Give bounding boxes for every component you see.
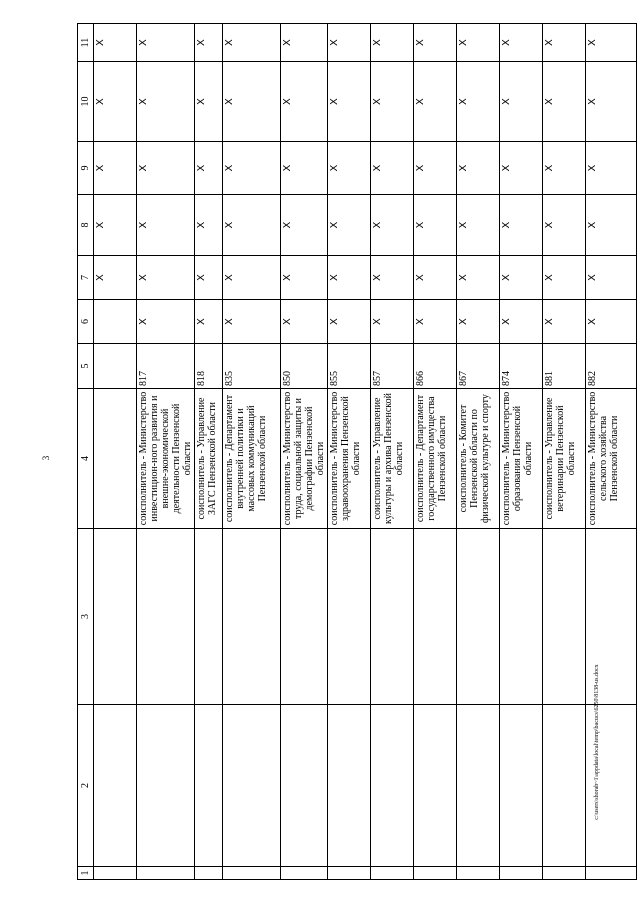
table-cell (94, 705, 137, 867)
column-header-6: 6 (78, 300, 94, 344)
table-cell: X (137, 300, 195, 344)
table-cell (371, 529, 414, 705)
table-cell: X (543, 195, 586, 256)
table-cell: X (137, 256, 195, 300)
column-header-1: 1 (78, 867, 94, 880)
table-cell: 818 (195, 344, 223, 389)
table-cell: X (457, 300, 500, 344)
budget-table (77, 23, 637, 880)
table-cell: X (414, 24, 457, 62)
table-cell: X (586, 195, 637, 256)
column-header-10: 10 (78, 62, 94, 142)
table-cell: X (281, 24, 328, 62)
table-cell: X (586, 142, 637, 195)
table-row (414, 24, 457, 880)
table-cell: X (500, 24, 543, 62)
table-cell (328, 529, 371, 705)
column-header-7: 7 (78, 256, 94, 300)
table-cell: X (328, 300, 371, 344)
table-cell (195, 867, 223, 880)
table-row (328, 24, 371, 880)
table-cell: X (223, 300, 281, 344)
column-header-8: 8 (78, 195, 94, 256)
table-cell: X (543, 256, 586, 300)
table-cell (500, 867, 543, 880)
table-cell: X (195, 62, 223, 142)
table-cell (223, 529, 281, 705)
table-cell (94, 529, 137, 705)
page-number: 3 (41, 455, 51, 461)
table-cell (137, 705, 195, 867)
table-cell: X (195, 300, 223, 344)
table-cell (195, 529, 223, 705)
table-cell (457, 867, 500, 880)
table-cell: X (500, 195, 543, 256)
table-cell: 874 (500, 344, 543, 389)
table-cell: X (137, 24, 195, 62)
table-cell: X (137, 195, 195, 256)
table-row (543, 24, 586, 880)
table-cell: X (223, 62, 281, 142)
table-cell: X (414, 195, 457, 256)
table-cell: X (543, 24, 586, 62)
table-cell: 882 (586, 344, 637, 389)
table-cell: X (94, 24, 137, 62)
table-row (371, 24, 414, 880)
table-cell (137, 529, 195, 705)
table-row (281, 24, 328, 880)
table-cell: X (414, 142, 457, 195)
table-cell: X (371, 24, 414, 62)
table-cell (414, 529, 457, 705)
table-cell: X (328, 142, 371, 195)
table-cell: соисполнитель - Департамент государственного имущества Пензенской области (414, 389, 457, 529)
table-cell: X (195, 195, 223, 256)
table-cell (94, 300, 137, 344)
table-cell: X (414, 62, 457, 142)
table-cell: соисполнитель - Управление ЗАГС Пензенской области (195, 389, 223, 529)
table-cell: соисполнитель - Министерство сельского хозяйства Пензенской области (586, 389, 637, 529)
table-row (195, 24, 223, 880)
table-cell: соисполнитель - Министерство образования Пензенской области (500, 389, 543, 529)
table-cell: X (137, 142, 195, 195)
table-row (500, 24, 543, 880)
table-cell: X (137, 62, 195, 142)
table-cell (543, 529, 586, 705)
table-cell: соисполнитель - Министерство труда, социальной защиты и демографии Пензенской области (281, 389, 328, 529)
table-cell: X (500, 256, 543, 300)
table-cell: X (195, 24, 223, 62)
table-cell (94, 867, 137, 880)
table-cell: X (457, 142, 500, 195)
table-cell: X (94, 142, 137, 195)
table-cell: X (414, 300, 457, 344)
table-cell: X (543, 62, 586, 142)
table-cell: 866 (414, 344, 457, 389)
table-cell (281, 529, 328, 705)
table-cell: X (543, 142, 586, 195)
table-cell: X (371, 300, 414, 344)
table-cell (281, 705, 328, 867)
table-cell (414, 705, 457, 867)
column-header-3: 3 (78, 529, 94, 705)
table-cell: X (457, 195, 500, 256)
table-cell (328, 705, 371, 867)
table-cell: X (281, 256, 328, 300)
table-cell (543, 705, 586, 867)
table-cell: X (94, 62, 137, 142)
table-cell: X (195, 142, 223, 195)
table-cell: соисполнитель - Министерство инвестицион-ного развития и внешне-экономической деятельности Пензенской области (137, 389, 195, 529)
table-cell: X (223, 142, 281, 195)
column-header-5: 5 (78, 344, 94, 389)
table-cell (500, 529, 543, 705)
table-row (457, 24, 500, 880)
table-row (94, 24, 137, 880)
table-cell: соисполнитель - Министерство здравоохранения Пензенской области (328, 389, 371, 529)
table-cell: 817 (137, 344, 195, 389)
table-cell: 881 (543, 344, 586, 389)
table-cell (223, 705, 281, 867)
table-cell: 857 (371, 344, 414, 389)
table-cell: X (457, 62, 500, 142)
table-cell: 835 (223, 344, 281, 389)
table-cell: X (328, 256, 371, 300)
table-cell: X (223, 195, 281, 256)
table-cell (94, 389, 137, 529)
table-cell: X (223, 24, 281, 62)
table-cell: соисполнитель - Управление культуры и архива Пензенской области (371, 389, 414, 529)
table-cell: X (281, 195, 328, 256)
column-header-4: 4 (78, 389, 94, 529)
table-cell: 867 (457, 344, 500, 389)
table-cell: X (586, 256, 637, 300)
table-cell: X (94, 195, 137, 256)
table-header-row (78, 24, 94, 880)
table-cell (457, 529, 500, 705)
table-cell: соисполнитель - Управление ветеринарии Пензенской области (543, 389, 586, 529)
table-cell (500, 705, 543, 867)
table-cell: X (195, 256, 223, 300)
table-cell: X (543, 300, 586, 344)
table-cell (543, 867, 586, 880)
table-cell (414, 867, 457, 880)
table-cell: X (328, 24, 371, 62)
table-row (223, 24, 281, 880)
table-cell: X (371, 142, 414, 195)
table-cell (137, 867, 195, 880)
table-cell: X (586, 24, 637, 62)
table-cell: X (457, 256, 500, 300)
table-cell: X (281, 62, 328, 142)
table-cell: X (414, 256, 457, 300)
table-row (137, 24, 195, 880)
table-cell: X (457, 24, 500, 62)
table-cell: X (328, 195, 371, 256)
table-cell: X (500, 62, 543, 142)
table-cell: X (500, 300, 543, 344)
table-cell: 850 (281, 344, 328, 389)
table-cell: X (281, 142, 328, 195)
table-cell (371, 867, 414, 880)
table-cell: X (371, 256, 414, 300)
table-cell (586, 867, 637, 880)
table-cell: X (328, 62, 371, 142)
table-cell: X (586, 62, 637, 142)
table-cell: соисполнитель - Комитет Пензенской области по физической культуре и спорту (457, 389, 500, 529)
table-cell: X (223, 256, 281, 300)
table-cell: X (94, 256, 137, 300)
table-cell: X (371, 62, 414, 142)
table-cell (223, 867, 281, 880)
table-cell (94, 344, 137, 389)
column-header-9: 9 (78, 142, 94, 195)
footer-file-path: c:\users\shorab~1\appdata\local\temp\bacucs\6250\8138-us.docx (594, 664, 600, 820)
table-body (94, 24, 637, 880)
table-cell (371, 705, 414, 867)
table-cell (457, 705, 500, 867)
table-cell: X (371, 195, 414, 256)
table-cell: соисполнитель - Департамент внутренней политики и массовых коммуникаций Пензенской области (223, 389, 281, 529)
column-header-2: 2 (78, 705, 94, 867)
table-cell: X (500, 142, 543, 195)
table-cell: X (586, 300, 637, 344)
table-cell (195, 705, 223, 867)
table-cell: 855 (328, 344, 371, 389)
column-header-11: 11 (78, 24, 94, 62)
table-cell (328, 867, 371, 880)
table-cell (281, 867, 328, 880)
table-cell: X (281, 300, 328, 344)
